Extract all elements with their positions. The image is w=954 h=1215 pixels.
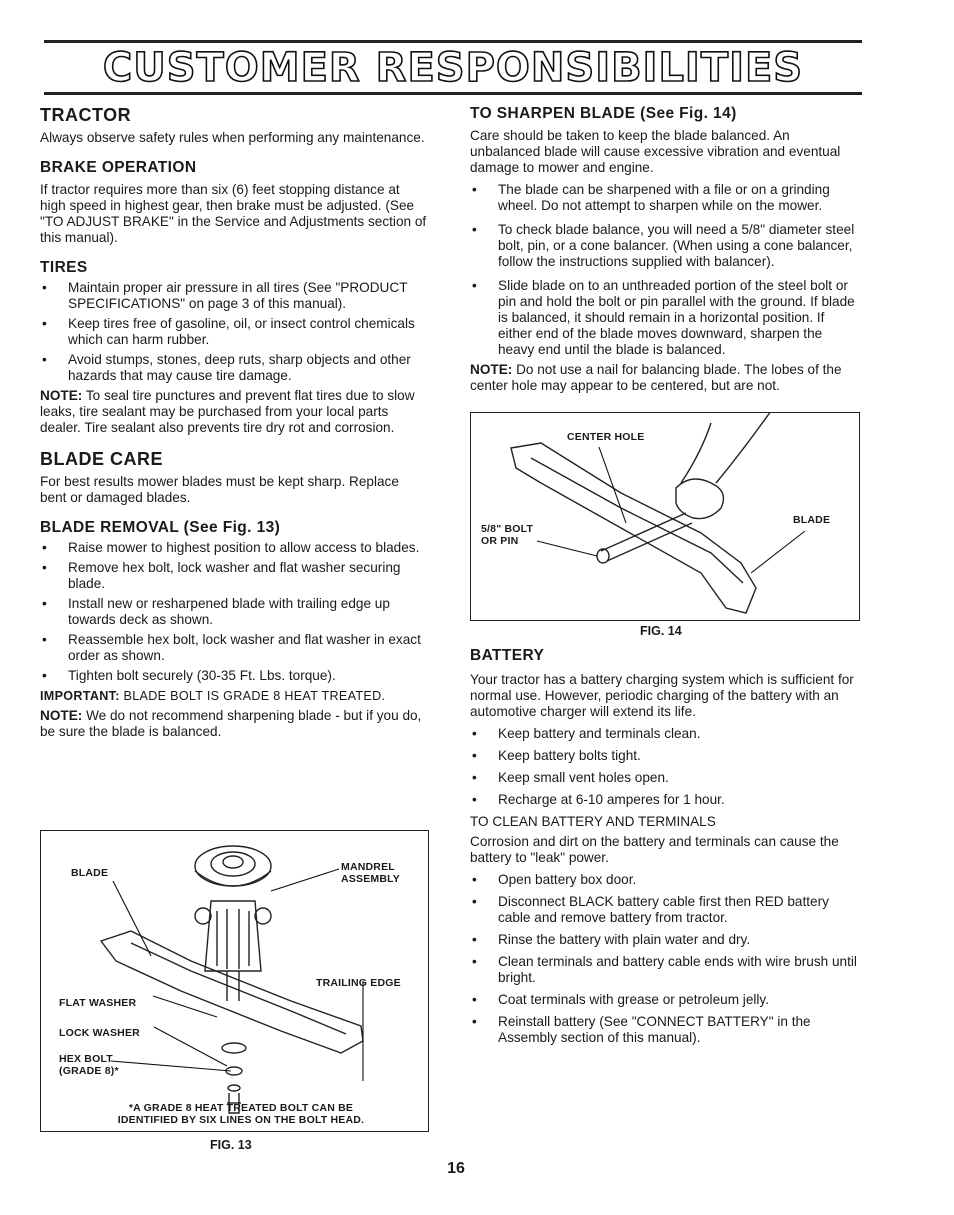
list-item: • Recharge at 6-10 amperes for 1 hour. bbox=[472, 792, 725, 807]
header-top-rule bbox=[44, 40, 862, 43]
tractor-intro: Always observe safety rules when performing any maintenance. bbox=[40, 130, 425, 145]
clean-battery-heading: TO CLEAN BATTERY AND TERMINALS bbox=[470, 814, 716, 829]
list-item: • Keep battery and terminals clean. bbox=[472, 726, 701, 741]
sharpen-intro: Care should be taken to keep the blade balanced. An unbalanced blade will cause excessive vibration and eventual damage to mower and engine. bbox=[470, 128, 841, 175]
list-item: • Avoid stumps, stones, deep ruts, sharp objects and other hazards that may cause tire damage. bbox=[42, 352, 411, 383]
fig13-caption: FIG. 13 bbox=[210, 1138, 252, 1152]
blade-care-text: For best results mower blades must be kept sharp. Replace bent or damaged blades. bbox=[40, 474, 399, 505]
list-item: • Maintain proper air pressure in all tires (See "PRODUCT SPECIFICATIONS" on page 3 of this manual). bbox=[42, 280, 408, 311]
battery-intro: Your tractor has a battery charging system which is sufficient for normal use. However, periodic charging of the battery with an automotive charger will extend its life. bbox=[470, 672, 854, 719]
label-lock-washer: LOCK WASHER bbox=[59, 1027, 140, 1039]
tires-heading: TIRES bbox=[40, 259, 88, 276]
list-item: • The blade can be sharpened with a file or on a grinding wheel. Do not attempt to sharpen while on the mower. bbox=[472, 182, 830, 213]
battery-section bbox=[470, 646, 862, 1046]
brake-text: If tractor requires more than six (6) feet stopping distance at high speed in highest gear, then brake must be adjusted. (See "TO ADJUST BRAKE" in the Service and Adjustments section of this manual). bbox=[40, 182, 427, 245]
sharpen-heading: TO SHARPEN BLADE (See Fig. 14) bbox=[470, 105, 737, 122]
blade-removal-list bbox=[40, 540, 428, 684]
list-item: • Tighten bolt securely (30-35 Ft. Lbs. torque). bbox=[42, 668, 336, 683]
list-item: • Keep small vent holes open. bbox=[472, 770, 669, 785]
list-item: • Coat terminals with grease or petroleum jelly. bbox=[472, 992, 769, 1007]
header-bottom-rule bbox=[44, 92, 862, 95]
blade-removal-heading: BLADE REMOVAL (See Fig. 13) bbox=[40, 519, 281, 536]
list-item: • Raise mower to highest position to allow access to blades. bbox=[42, 540, 420, 555]
label-blade: BLADE bbox=[793, 514, 831, 526]
list-item: • Rinse the battery with plain water and dry. bbox=[472, 932, 751, 947]
tires-list bbox=[40, 280, 428, 384]
battery-list bbox=[470, 726, 862, 808]
label-bolt-or-pin: 5/8" BOLT OR PIN bbox=[481, 523, 534, 547]
blade-care-heading: BLADE CARE bbox=[40, 449, 164, 469]
list-item: • Clean terminals and battery cable ends with wire brush until bright. bbox=[472, 954, 857, 985]
list-item: • Install new or resharpened blade with trailing edge up towards deck as shown. bbox=[42, 596, 390, 627]
list-item: • Keep tires free of gasoline, oil, or insect control chemicals which can harm rubber. bbox=[42, 316, 415, 347]
label-trailing-edge: TRAILING EDGE bbox=[316, 977, 401, 989]
label-hex-bolt: HEX BOLT (GRADE 8)* bbox=[59, 1053, 119, 1077]
label-mandrel-assembly: MANDREL ASSEMBLY bbox=[341, 861, 400, 885]
label-blade: BLADE bbox=[71, 867, 109, 879]
label-flat-washer: FLAT WASHER bbox=[59, 997, 137, 1009]
fig14-caption: FIG. 14 bbox=[640, 624, 682, 638]
battery-heading: BATTERY bbox=[470, 647, 545, 664]
list-item: • To check blade balance, you will need a 5/8" diameter steel bolt, pin, or a cone balancer. (When using a cone balancer, follow the instructions supplied with balancer). bbox=[472, 222, 855, 269]
fig13-footnote: *A GRADE 8 HEAT TREATED BOLT CAN BE IDENTIFIED BY SIX LINES ON THE BOLT HEAD. bbox=[117, 1102, 365, 1126]
page-number: 16 bbox=[447, 1160, 465, 1177]
list-item: • Keep battery bolts tight. bbox=[472, 748, 641, 763]
right-column bbox=[470, 104, 862, 394]
tires-note: NOTE: To seal tire punctures and prevent flat tires due to slow leaks, tire sealant may be purchased from your local parts dealer. Tire sealant also prevents tire dry rot and corrosion. bbox=[40, 388, 415, 435]
list-item: • Open battery box door. bbox=[472, 872, 637, 887]
clean-battery-intro: Corrosion and dirt on the battery and terminals can cause the battery to "leak" power. bbox=[470, 834, 839, 865]
sharpen-list bbox=[470, 182, 862, 358]
list-item: • Reinstall battery (See "CONNECT BATTERY" in the Assembly section of this manual). bbox=[472, 1014, 811, 1045]
list-item: • Disconnect BLACK battery cable first then RED battery cable and remove battery from tractor. bbox=[472, 894, 829, 925]
left-column bbox=[40, 104, 428, 740]
clean-battery-list bbox=[470, 872, 862, 1046]
figure-13 bbox=[40, 830, 429, 1132]
list-item: • Reassemble hex bolt, lock washer and flat washer in exact order as shown. bbox=[42, 632, 421, 663]
brake-heading: BRAKE OPERATION bbox=[40, 159, 197, 176]
list-item: • Slide blade on to an unthreaded portion of the steel bolt or pin and hold the bolt or pin parallel with the ground. If blade is balanced, it should remain in a horizontal position. If either end of the blade moves downward, sharpen the heavy end until the blade is balanced. bbox=[472, 278, 855, 357]
important-note: IMPORTANT: BLADE BOLT IS GRADE 8 HEAT TREATED. bbox=[40, 689, 386, 703]
list-item: • Remove hex bolt, lock washer and flat washer securing blade. bbox=[42, 560, 401, 591]
sharpening-note: NOTE: We do not recommend sharpening blade - but if you do, be sure the blade is balanced. bbox=[40, 708, 422, 739]
balance-note: NOTE: Do not use a nail for balancing blade. The lobes of the center hole may appear to be centered, but are not. bbox=[470, 362, 842, 393]
figure-14 bbox=[470, 412, 860, 621]
tractor-heading: TRACTOR bbox=[40, 105, 132, 125]
page-title: CUSTOMER RESPONSIBILITIES bbox=[102, 45, 804, 91]
label-center-hole: CENTER HOLE bbox=[567, 431, 645, 443]
